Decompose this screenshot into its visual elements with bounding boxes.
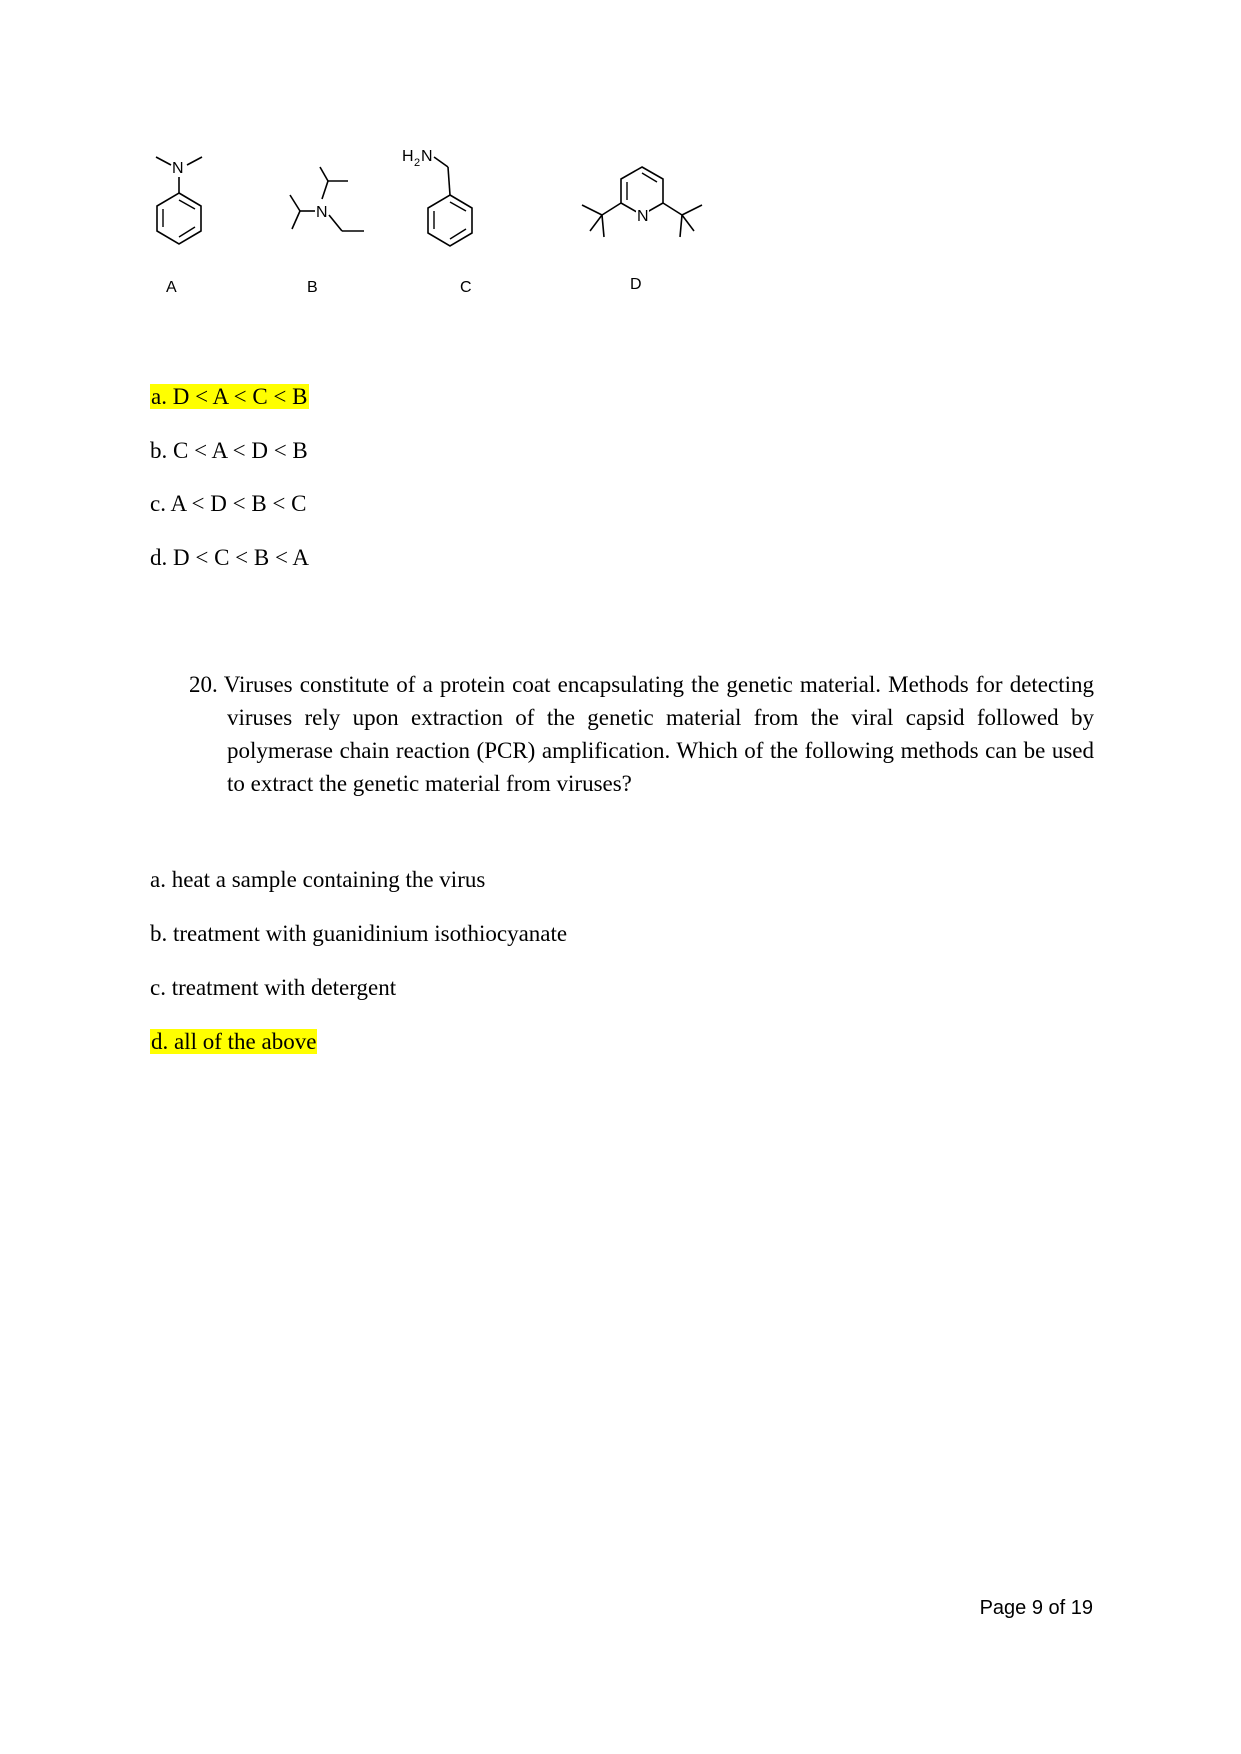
chemical-structures-figure (140, 145, 730, 305)
q20-option-b: b. treatment with guanidinium isothiocyanate (150, 921, 568, 946)
q20-option-a: a. heat a sample containing the virus (150, 867, 486, 892)
structure-label-a: A (166, 279, 177, 296)
structure-d-di-tert-butylpyridine (560, 165, 730, 255)
q20-question (189, 668, 1094, 800)
q20-text: Viruses constitute of a protein coat encapsulating the genetic material. Methods for detecting viruses rely upon extraction of the genetic material from the viral capsid followed by polymerase chain reaction (PCR) amplification. Which of the following methods can be used to extract the genetic material from viruses? (223, 672, 1094, 796)
q20-option-d (150, 1027, 317, 1057)
q19-option-c: c. A < D < B < C (150, 491, 307, 516)
atom-n-a: N (172, 160, 184, 177)
structure-label-d: D (630, 276, 642, 293)
atom-n-c: N (421, 148, 433, 165)
atom-h-subscript-c: 2 (414, 157, 421, 169)
q20-option-c: c. treatment with detergent (150, 975, 397, 1000)
structure-a-dimethylaniline (140, 145, 220, 265)
structure-label-c: C (460, 279, 472, 296)
structure-label-b: B (307, 279, 318, 296)
q20-option-d-text: d. all of the above (151, 1029, 317, 1054)
page-number: Page 9 of 19 (979, 1597, 1093, 1619)
q20-number: 20. (189, 672, 218, 697)
q19-option-b: b. C < A < D < B (150, 438, 308, 463)
atom-n-d: N (637, 208, 649, 225)
atom-h-c: H (402, 148, 414, 165)
structure-c-benzylamine (400, 141, 500, 271)
atom-n-b: N (316, 204, 328, 221)
q19-option-d: d. D < C < B < A (150, 545, 310, 570)
q19-option-a-text: a. D < A < C < B (151, 384, 308, 409)
structure-b-diisopropylethylamine (270, 165, 380, 265)
q19-option-a (150, 382, 309, 412)
